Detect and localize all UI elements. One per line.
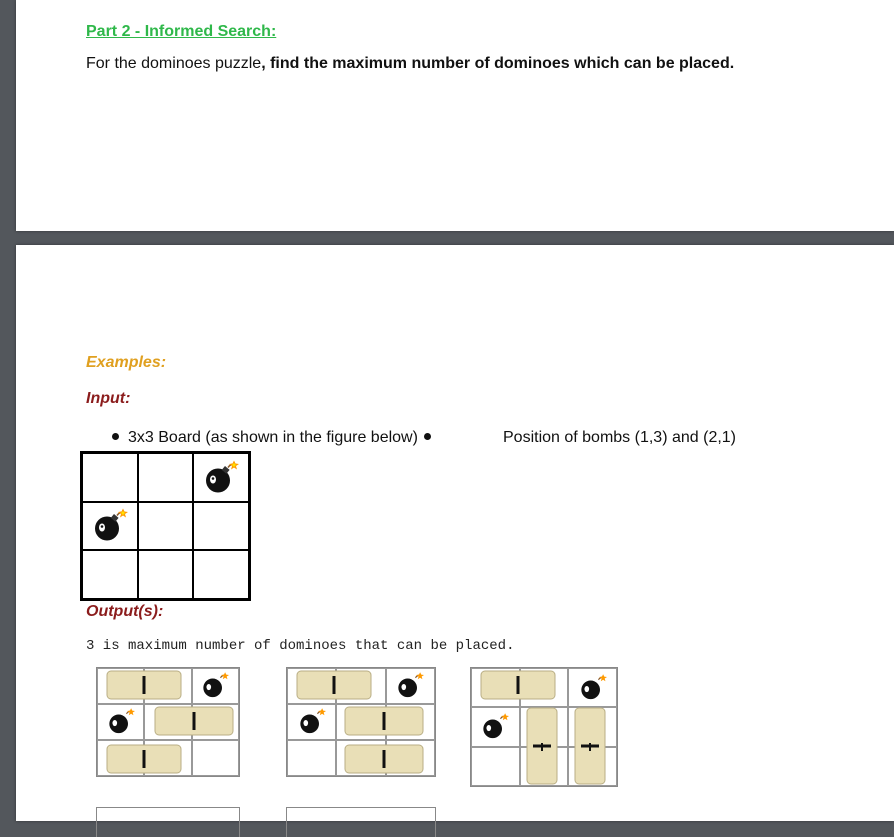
board-cell <box>138 502 194 551</box>
solution-board-5 <box>286 807 436 837</box>
domino-icon <box>106 744 182 774</box>
board-cell <box>193 502 249 551</box>
output-heading: Output(s): <box>86 603 164 620</box>
bomb-icon <box>107 707 135 740</box>
part-heading: Part 2 - Informed Search: <box>86 23 277 40</box>
task-bold: , find the maximum number of dominoes which can be placed. <box>261 55 735 72</box>
board-cell <box>193 453 249 502</box>
board-cell <box>82 453 138 502</box>
bomb-icon <box>203 459 239 500</box>
domino-icon <box>296 670 372 700</box>
board-cell <box>193 550 249 599</box>
input-bullet-1-text: 3x3 Board (as shown in the figure below) <box>128 429 418 446</box>
board-cell <box>82 502 138 551</box>
domino-icon <box>526 707 558 785</box>
output-result: 3 is maximum number of dominoes that can be placed. <box>86 638 515 654</box>
board-cell <box>138 453 194 502</box>
bomb-icon <box>92 508 128 549</box>
bullet-dot-icon <box>112 433 119 440</box>
board-cell <box>138 550 194 599</box>
domino-icon <box>154 706 234 736</box>
input-board <box>80 451 251 601</box>
bomb-icon <box>201 671 229 704</box>
bomb-icon <box>481 712 509 745</box>
solution-board-4 <box>96 807 240 837</box>
examples-heading: Examples: <box>86 354 167 371</box>
domino-icon <box>480 670 556 700</box>
task-description <box>86 55 734 73</box>
bomb-icon <box>396 671 424 704</box>
input-bullet-2-text: Position of bombs (1,3) and (2,1) <box>503 429 737 446</box>
bomb-icon <box>579 673 607 706</box>
task-prefix: For the dominoes puzzle <box>86 55 262 72</box>
domino-icon <box>574 707 606 785</box>
input-bullet-1 <box>112 429 431 447</box>
document-page-1 <box>16 0 894 231</box>
input-heading: Input: <box>86 390 131 407</box>
bullet-dot-icon <box>424 433 431 440</box>
domino-icon <box>344 706 424 736</box>
domino-icon <box>106 670 182 700</box>
board-cell <box>82 550 138 599</box>
bomb-icon <box>298 707 326 740</box>
document-page-2 <box>16 245 894 821</box>
domino-icon <box>344 744 424 774</box>
